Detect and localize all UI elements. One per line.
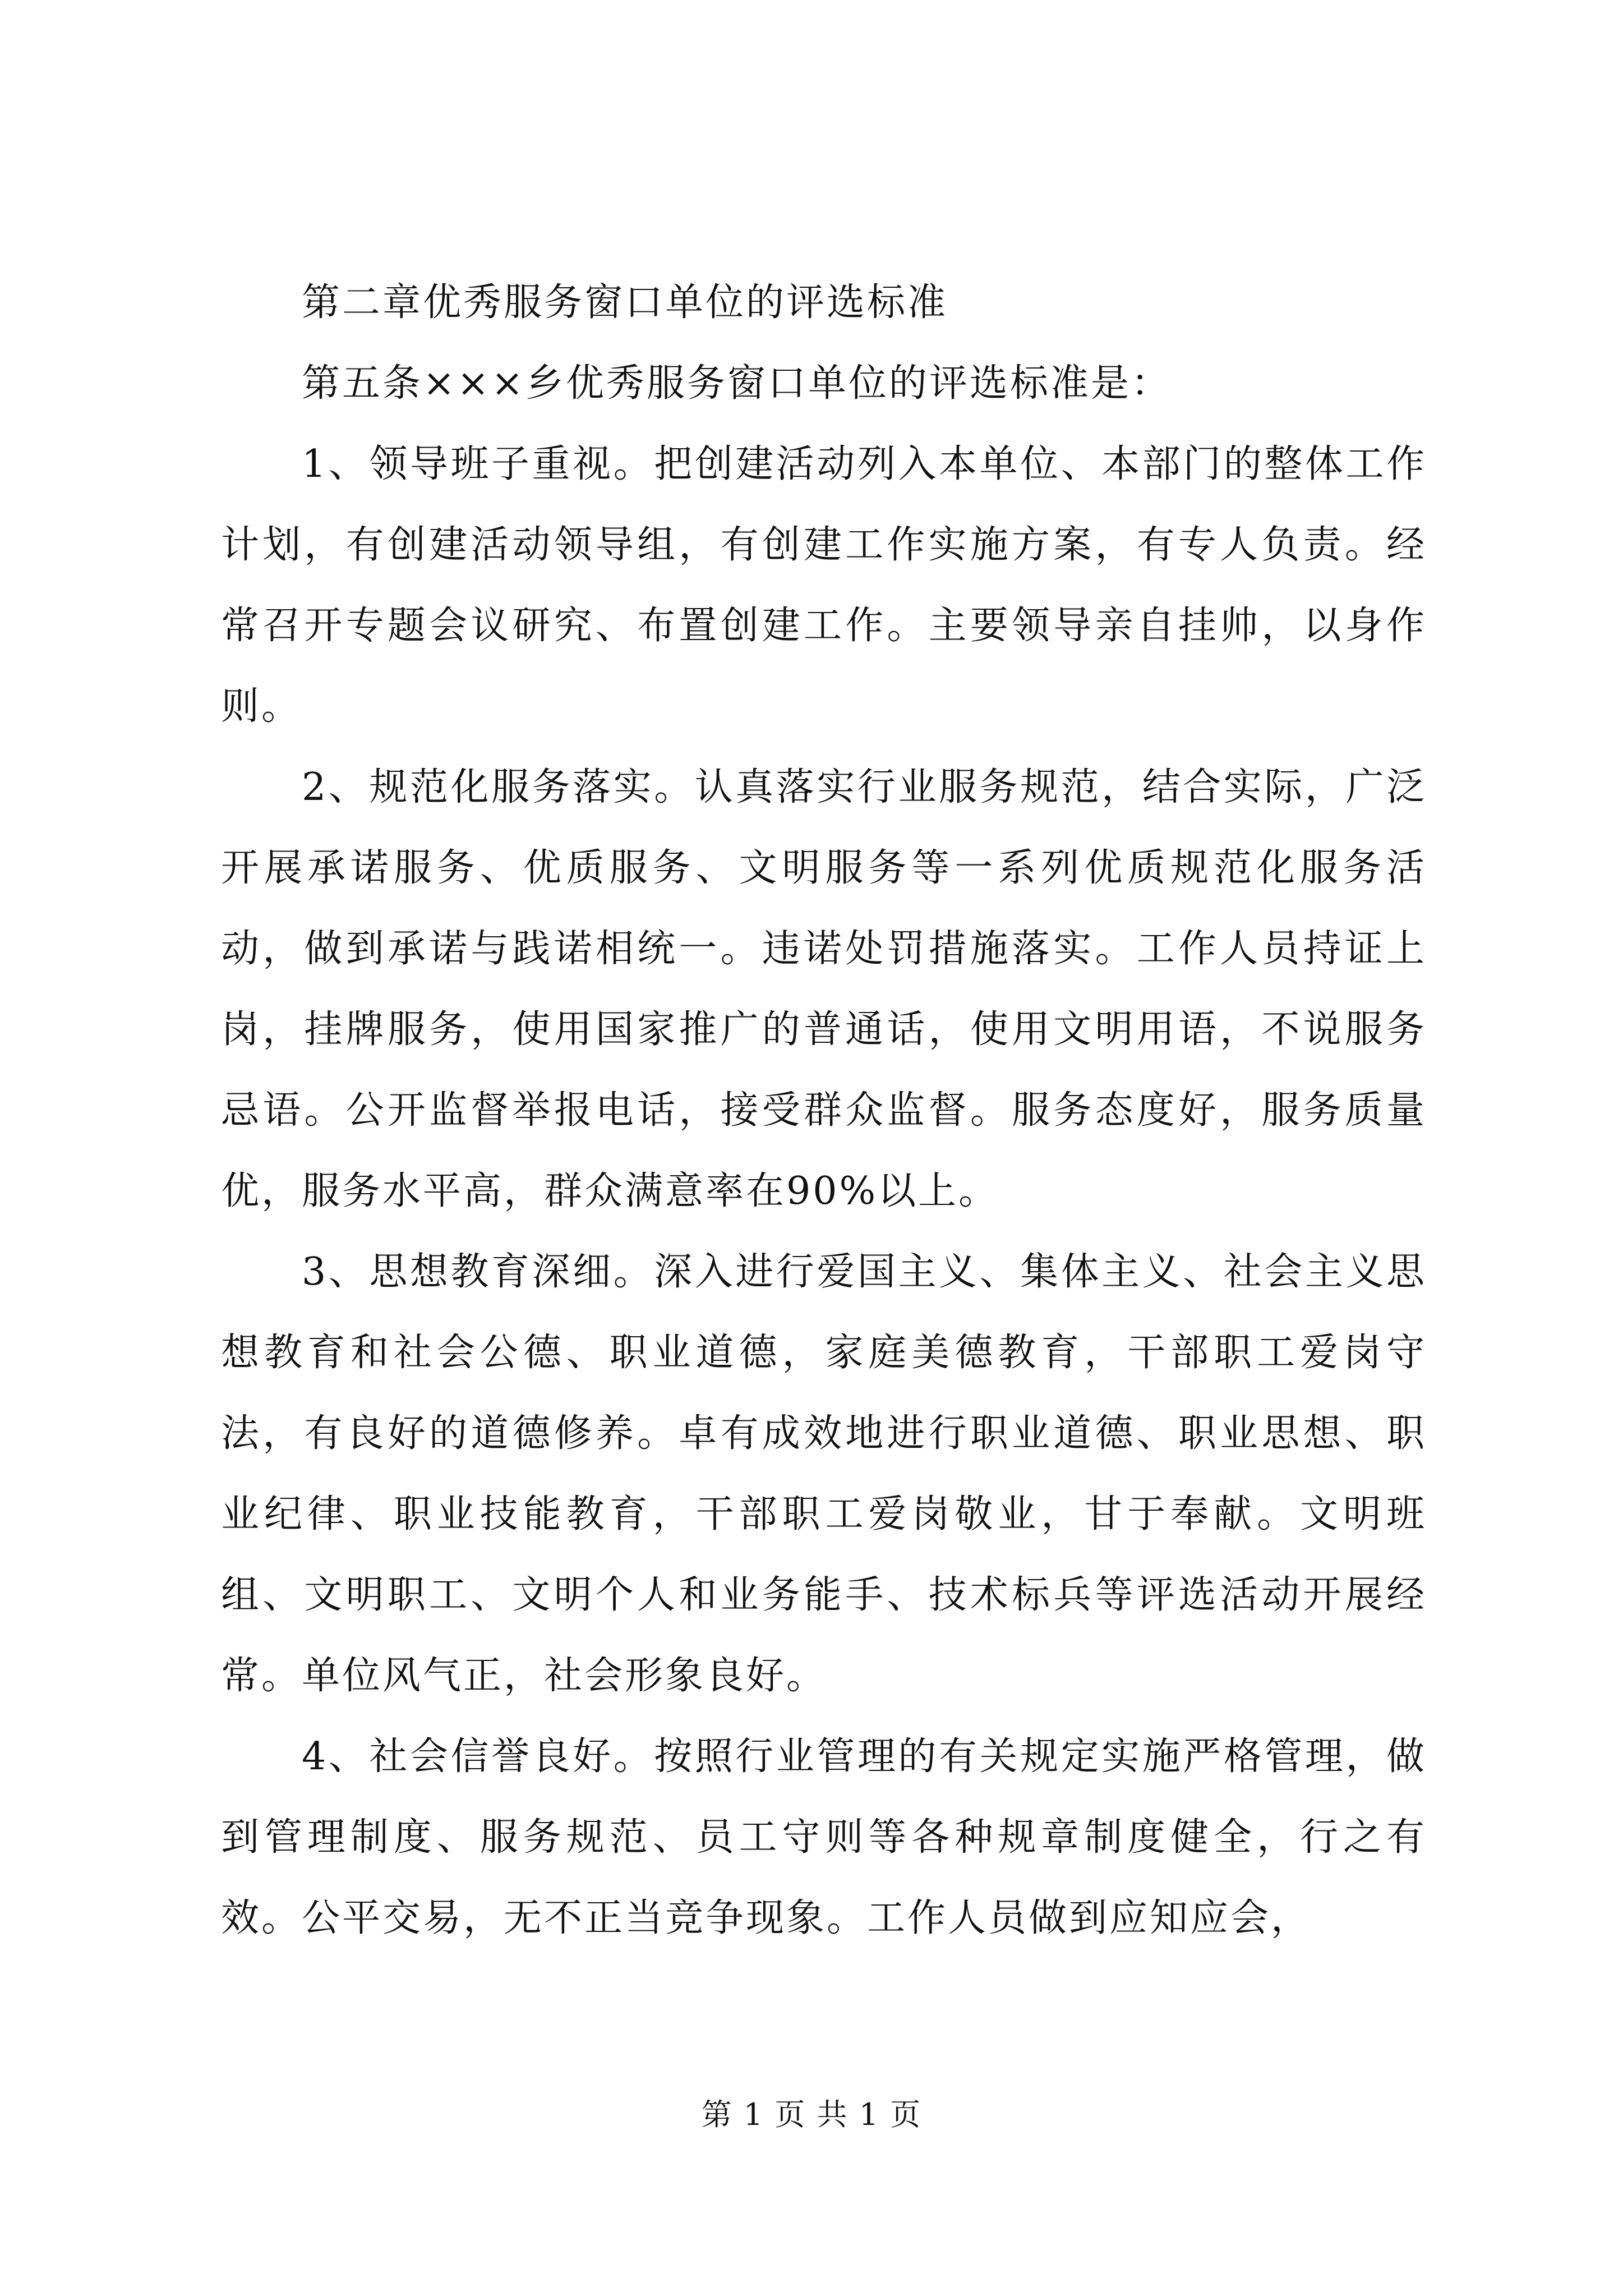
article-heading: 第五条×××乡优秀服务窗口单位的评选标准是： [302, 361, 1172, 406]
criterion-paragraph-3: 3、思想教育深细。深入进行爱国主义、集体主义、社会主义思想教育和社会公德、职业道德，家庭美德教育，干部职工爱岗守法，有良好的道德修养。卓有成效地进行职业道德、职业思想、职业纪律、职业技能教育，干部职工爱岗敬业，甘于奉献。文明班组、文明职工、文明个人和业务能手、技术标兵等评选活动开展经常。单位风气正，社会形象良好。 [221, 1250, 1427, 1698]
criterion-paragraph-4: 4、社会信誉良好。按照行业管理的有关规定实施严格管理，做到管理制度、服务规范、员工守则等各种规章制度健全，行之有效。公平交易，无不正当竞争现象。工作人员做到应知应会， [221, 1734, 1427, 1940]
page-number-footer: 第 1 页 共 1 页 [701, 2097, 922, 2132]
criterion-paragraph-1: 1、领导班子重视。把创建活动列入本单位、本部门的整体工作计划，有创建活动领导组，有创建工作实施方案，有专人负责。经常召开专题会议研究、布置创建工作。主要领导亲自挂帅，以身作则。 [221, 442, 1427, 729]
criterion-paragraph-2: 2、规范化服务落实。认真落实行业服务规范，结合实际，广泛开展承诺服务、优质服务、文明服务等一系列优质规范化服务活动，做到承诺与践诺相统一。违诺处罚措施落实。工作人员持证上岗，挂牌服务，使用国家推广的普通话，使用文明用语，不说服务忌语。公开监督举报电话，接受群众监督。服务态度好，服务质量优，服务水平高，群众满意率在90%以上。 [221, 765, 1427, 1213]
chapter-heading: 第二章优秀服务窗口单位的评选标准 [302, 280, 948, 325]
document-body [221, 263, 1427, 1959]
